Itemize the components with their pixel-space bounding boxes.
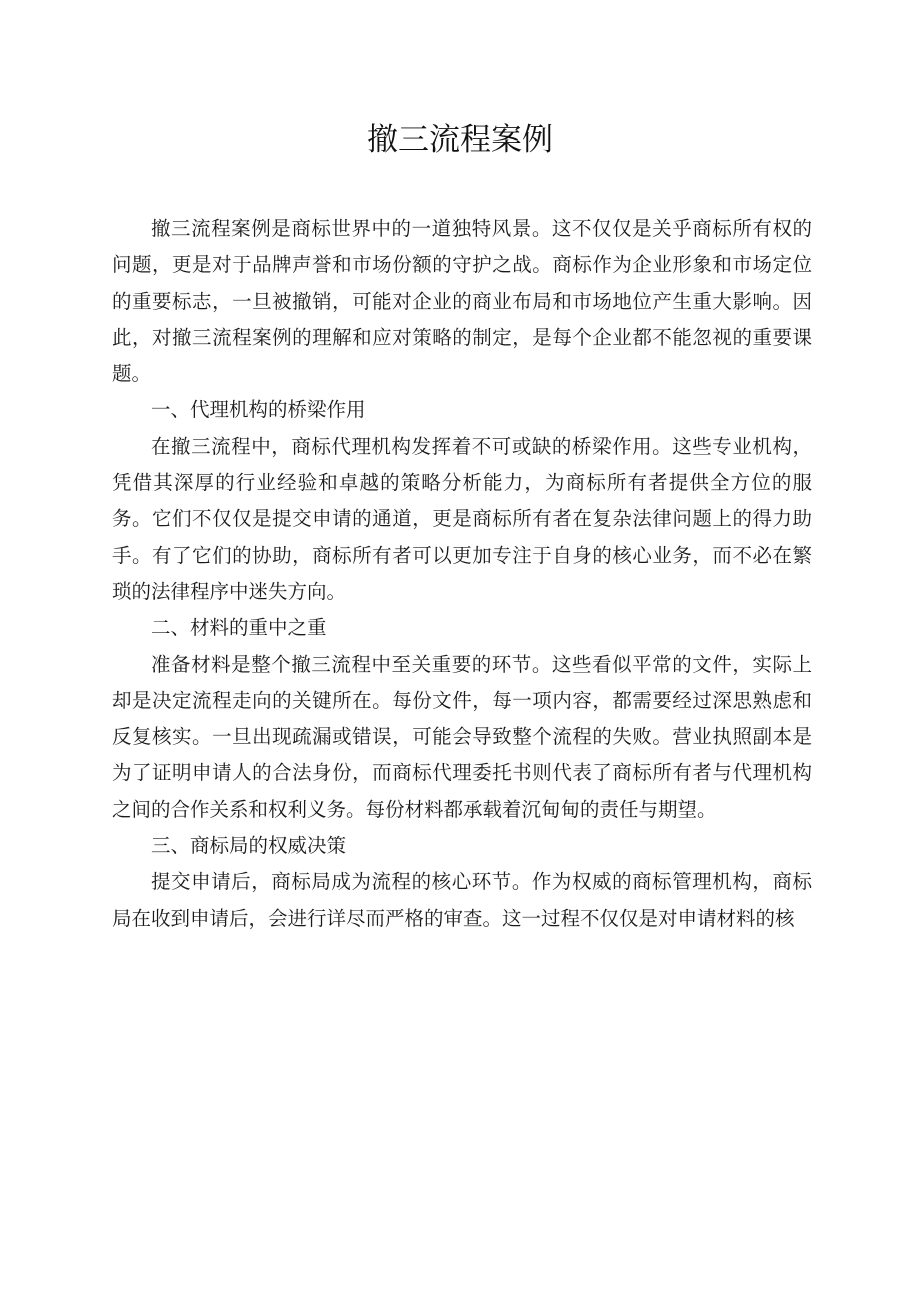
section-heading-2: 二、材料的重中之重	[151, 616, 327, 640]
section-heading-1: 一、代理机构的桥梁作用	[151, 398, 366, 422]
document-title: 撤三流程案例	[367, 122, 553, 158]
section-1-paragraph: 在撤三流程中，商标代理机构发挥着不可或缺的桥梁作用。这些专业机构，凭借其深厚的行业经验和卓越的策略分析能力，为商标所有者提供全方位的服务。它们不仅仅是提交申请的通道，更是商标所有者在复杂法律问题上的得力助手。有了它们的协助，商标所有者可以更加专注于自身的核心业务，而不必在繁琐的法律程序中迷失方向。	[112, 434, 812, 603]
intro-paragraph: 撤三流程案例是商标世界中的一道独特风景。这不仅仅是关乎商标所有权的问题，更是对于品牌声誉和市场份额的守护之战。商标作为企业形象和市场定位的重要标志，一旦被撤销，可能对企业的商业布局和市场地位产生重大影响。因此，对撤三流程案例的理解和应对策略的制定，是每个企业都不能忽视的重要课题。	[112, 217, 812, 386]
section-2-paragraph: 准备材料是整个撤三流程中至关重要的环节。这些看似平常的文件，实际上却是决定流程走向的关键所在。每份文件，每一项内容，都需要经过深思熟虑和反复核实。一旦出现疏漏或错误，可能会导致整个流程的失败。营业执照副本是为了证明申请人的合法身份，而商标代理委托书则代表了商标所有者与代理机构之间的合作关系和权利义务。每份材料都承载着沉甸甸的责任与期望。	[112, 652, 812, 821]
section-heading-3: 三、商标局的权威决策	[151, 834, 347, 858]
document-body	[112, 211, 812, 937]
section-3-paragraph: 提交申请后，商标局成为流程的核心环节。作为权威的商标管理机构，商标局在收到申请后，会进行详尽而严格的审查。这一过程不仅仅是对申请材料的核	[112, 870, 812, 930]
